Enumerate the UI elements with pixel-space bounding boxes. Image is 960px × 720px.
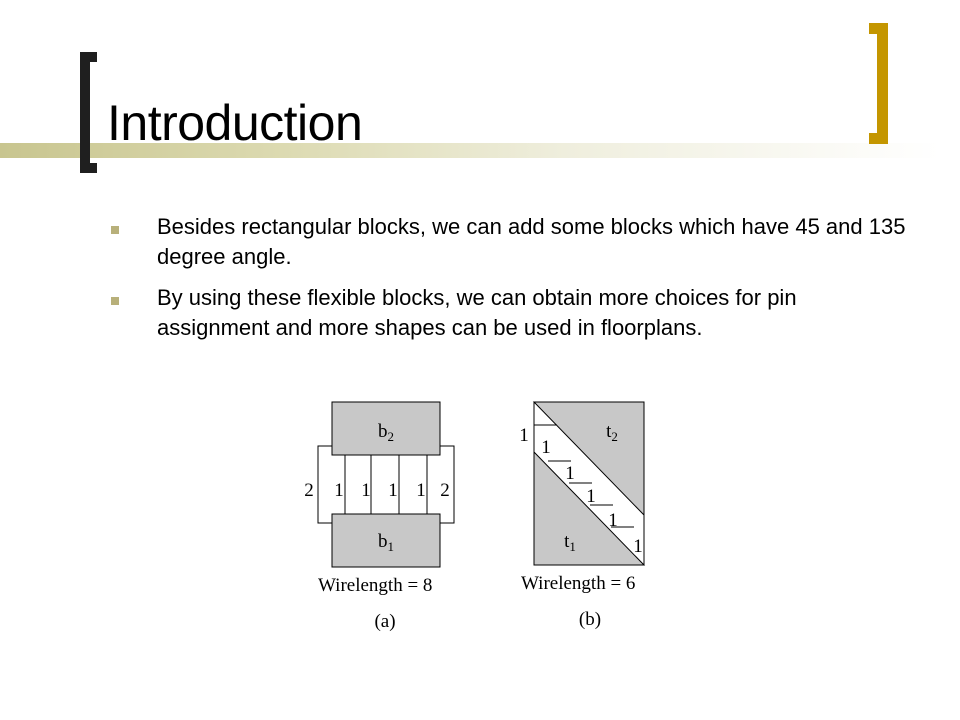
bullet-square-icon xyxy=(111,297,119,305)
edge-weight: 2 xyxy=(304,480,314,501)
floorplan-figure xyxy=(300,392,680,642)
bullet-text: By using these flexible blocks, we can obtain more choices for pin assignment and more shapes can be used in floorplans. xyxy=(157,285,797,340)
slide-title: Introduction xyxy=(107,95,363,151)
edge-weight: 1 xyxy=(541,437,551,458)
caption-b: (b) xyxy=(578,609,602,630)
edge-weight: 2 xyxy=(440,480,450,501)
block-t1-label: $t_1$ xyxy=(564,531,576,554)
edge-weight: 1 xyxy=(519,425,529,446)
bullet-square-icon xyxy=(111,226,119,234)
figure-a xyxy=(304,402,454,632)
wirelength-label-a: Wirelength = 8 xyxy=(318,575,433,596)
floorplan-diagram xyxy=(300,392,680,642)
wirelength-label-b: Wirelength = 6 xyxy=(521,573,636,594)
edge-weight: 1 xyxy=(334,480,344,501)
block-b1-label: $b_1$ xyxy=(378,531,394,554)
block-t2-label: $t_2$ xyxy=(606,421,618,444)
edge-weight: 1 xyxy=(633,536,643,557)
edge-weight: 1 xyxy=(586,486,596,507)
edge-weight: 1 xyxy=(416,480,426,501)
right-bracket-decoration xyxy=(869,23,888,144)
caption-a: (a) xyxy=(374,611,396,632)
edge-weight: 1 xyxy=(565,463,575,484)
bullet-item xyxy=(110,212,910,272)
edge-weight: 1 xyxy=(361,480,371,501)
edge-weight: 1 xyxy=(608,510,618,531)
bullet-text: Besides rectangular blocks, we can add some blocks which have 45 and 135 degree angle. xyxy=(157,214,906,269)
block-b2-label: $b_2$ xyxy=(378,421,394,444)
bullet-item xyxy=(110,283,910,343)
bullet-list xyxy=(110,212,910,354)
left-bracket-decoration xyxy=(80,52,97,173)
edge-weight: 1 xyxy=(388,480,398,501)
figure-b xyxy=(519,402,644,630)
